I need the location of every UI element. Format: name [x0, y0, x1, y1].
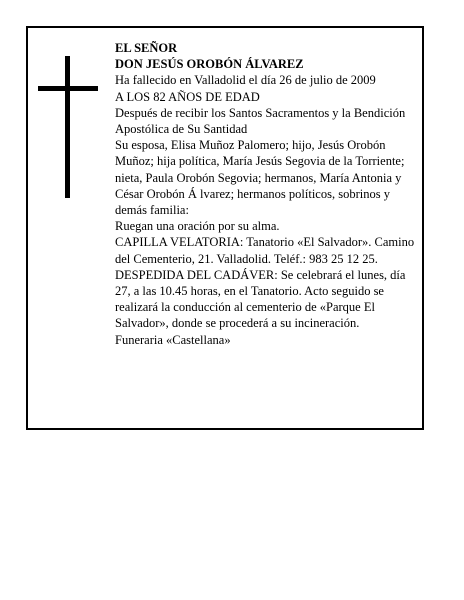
farewell-info: DESPEDIDA DEL CADÁVER: Se celebrará el lunes, día 27, a las 10.45 horas, en el Tanatorio. Acto seguido se realizará la conducción al cementerio de «Parque El Salvador», donde se procederá a su incineración.: [115, 267, 406, 331]
obituary-notice: [26, 26, 424, 430]
deceased-name: DON JESÚS OROBÓN ÁLVAREZ: [115, 57, 304, 72]
cross-horizontal-bar: [38, 86, 98, 91]
title-line-1: EL SEÑOR: [115, 41, 178, 55]
family-list: Su esposa, Elisa Muñoz Palomero; hijo, Jesús Orobón Muñoz; hija política, María Jesús Segovia de la Torriente; nieta, Paula Orobón Segovia; hermanos, María Antonia y César Orobón Á lvarez; hermanos políticos, sobrinos y demás familia:: [115, 138, 405, 218]
cross-icon: [38, 56, 98, 198]
death-info: Ha fallecido en Valladolid el día 26 de julio de 2009: [115, 73, 376, 88]
chapel-info: CAPILLA VELATORIA: Tanatorio «El Salvador». Camino del Cementerio, 21. Valladolid. Teléf.: 983 25 12 25.: [115, 235, 415, 266]
prayer-line: Ruegan una oración por su alma.: [115, 219, 280, 234]
funeral-home: Funeraria «Castellana»: [115, 332, 231, 347]
notice-text: [115, 40, 417, 348]
age-line: A LOS 82 AÑOS DE EDAD: [115, 89, 260, 104]
sacraments-line: Después de recibir los Santos Sacramentos y la Bendición Apostólica de Su Santidad: [115, 105, 406, 137]
cross-vertical-bar: [65, 56, 70, 198]
